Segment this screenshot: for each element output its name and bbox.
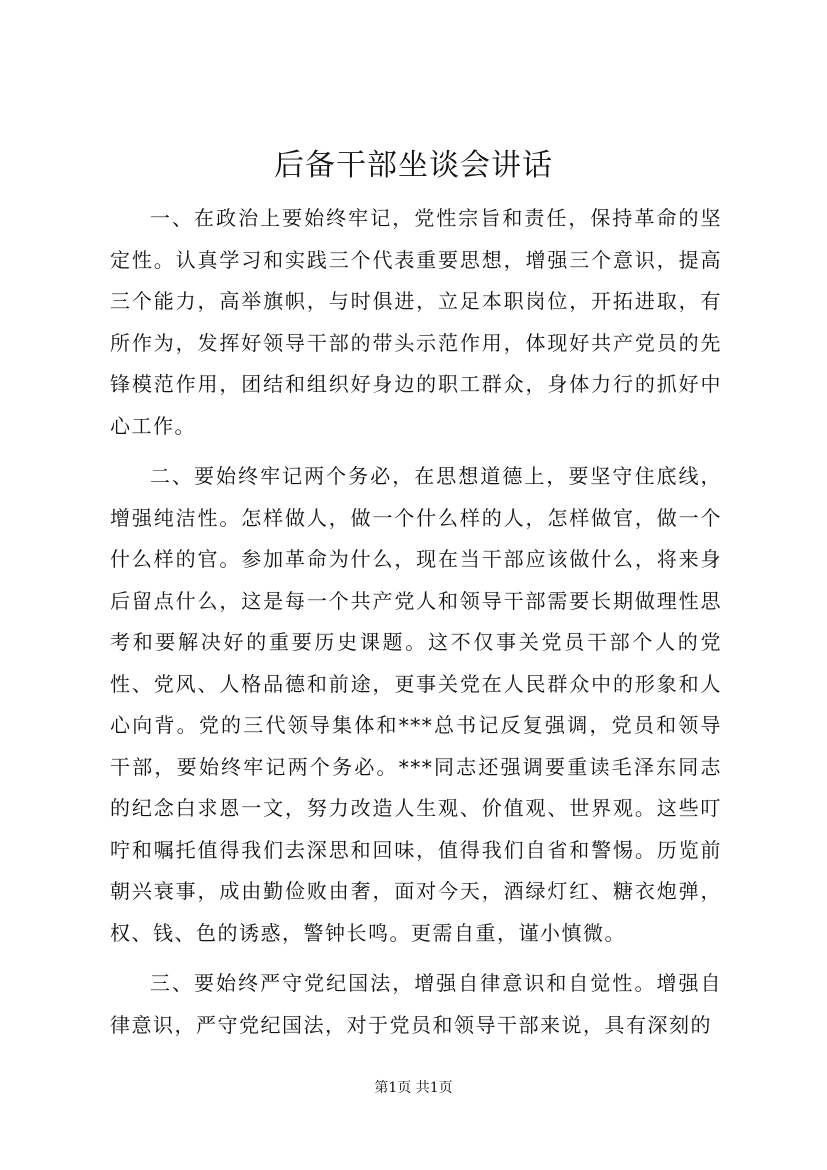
- document-body: [110, 198, 722, 1046]
- document-title: 后备干部坐谈会讲话: [274, 148, 553, 183]
- paragraph-1: 一、在政治上要始终牢记，党性宗旨和责任，保持革命的坚定性。认真学习和实践三个代表重要思想，增强三个意识，提高三个能力，高举旗帜，与时俱进，立足本职岗位，开拓进取，有所作为，发挥好领导干部的带头示范作用，体现好共产党员的先锋模范作用，团结和组织好身边的职工群众，身体力行的抓好中心工作。: [110, 206, 722, 438]
- paragraph-2: 二、要始终牢记两个务必，在思想道德上，要坚守住底线，增强纯洁性。怎样做人，做一个什么样的人，怎样做官，做一个什么样的官。参加革命为什么，现在当干部应该做什么，将来身后留点什么，这是每一个共产党人和领导干部需要长期做理性思考和要解决好的重要历史课题。这不仅事关党员干部个人的党性、党风、人格品德和前途，更事关党在人民群众中的形象和人心向背。党的三代领导集体和***总书记反复强调，党员和领导干部，要始终牢记两个务必。***同志还强调要重读毛泽东同志的纪念白求恩一文，努力改造人生观、价值观、世界观。这些叮咛和嘱托值得我们去深思和回味，值得我们自省和警惕。历览前朝兴衰事，成由勤俭败由奢，面对今天，酒绿灯红、糖衣炮弹，权、钱、色的诱惑，警钟长鸣。更需自重，谨小慎微。: [110, 464, 722, 945]
- page-footer: 第1页 共1页: [374, 1080, 453, 1096]
- paragraph-3: 三、要始终严守党纪国法，增强自律意识和自觉性。增强自律意识，严守党纪国法，对于党员和领导干部来说，具有深刻的: [110, 971, 722, 1037]
